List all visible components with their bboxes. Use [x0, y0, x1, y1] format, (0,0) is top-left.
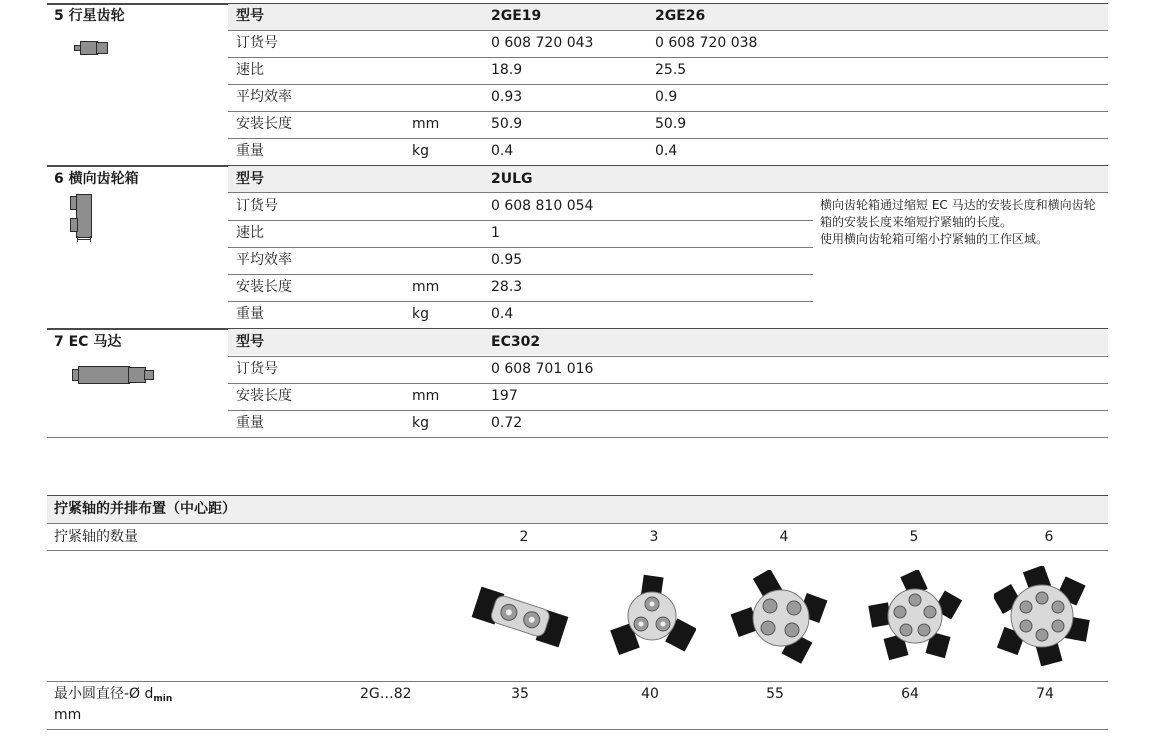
s5-row0-v1: 2GE19: [491, 8, 542, 24]
spindle-count-3: 3: [649, 529, 659, 545]
s5-row4-unit: mm: [412, 116, 440, 132]
s7-row3-unit: kg: [412, 415, 429, 431]
s6-row4-unit: mm: [412, 279, 440, 295]
s6-row3-v1: 0.95: [491, 252, 523, 268]
min-diameter-label-text: 最小圆直径-Ø d: [54, 686, 154, 702]
s5-row1-label: 订货号: [236, 35, 278, 51]
s6-row0-v1: 2ULG: [491, 171, 533, 187]
arrangement-2-photo: [468, 582, 572, 652]
s7-row-divider: [228, 383, 1108, 384]
s7-row2-v1: 197: [491, 388, 518, 404]
arrangement-5-photo: [868, 570, 962, 662]
spindle-count-4: 4: [779, 529, 789, 545]
s6-row-divider: [228, 301, 813, 302]
arrangement-photo-rule: [47, 681, 1108, 682]
s7-row2-label: 安装长度: [236, 388, 292, 404]
angle-gearbox-icon: [70, 194, 94, 246]
arrangement-count-rule: [47, 550, 1108, 551]
s5-row1-v1: 0 608 720 043: [491, 35, 594, 51]
s5-row2-v2: 25.5: [655, 62, 687, 78]
section-6-title: 6 横向齿轮箱: [54, 171, 139, 187]
s5-row5-v2: 0.4: [655, 143, 678, 159]
s7-row0-label: 型号: [236, 334, 264, 350]
section-6-header-bg: [228, 166, 1108, 192]
s5-row2-label: 速比: [236, 62, 264, 78]
s5-row3-label: 平均效率: [236, 89, 292, 105]
s7-row-divider: [228, 410, 1108, 411]
s6-row4-v1: 28.3: [491, 279, 523, 295]
s6-row5-v1: 0.4: [491, 306, 514, 322]
s6-row-divider: [228, 247, 813, 248]
s5-row-divider: [228, 57, 1108, 58]
spindle-count-2: 2: [519, 529, 529, 545]
arrangement-header-rule: [47, 523, 1108, 524]
s5-row1-v2: 0 608 720 038: [655, 35, 758, 51]
min-diameter-6: 74: [1036, 686, 1054, 702]
s6-row0-label: 型号: [236, 171, 264, 187]
planetary-gear-icon: [74, 40, 108, 56]
min-diameter-label: [54, 685, 172, 708]
arrangement-bottom-rule: [47, 729, 1108, 730]
s6-row2-label: 速比: [236, 225, 264, 241]
min-diameter-3: 40: [641, 686, 659, 702]
spindle-count-label: 拧紧轴的数量: [54, 529, 138, 545]
arrangement-title: 拧紧轴的并排布置（中心距）: [54, 501, 236, 517]
min-diameter-unit: mm: [54, 707, 82, 723]
spindle-count-6: 6: [1044, 529, 1054, 545]
s6-row5-label: 重量: [236, 306, 264, 322]
s6-row1-v1: 0 608 810 054: [491, 198, 594, 214]
s6-row3-label: 平均效率: [236, 252, 292, 268]
section-7-bottom-rule: [47, 437, 1108, 438]
min-diameter-2: 35: [511, 686, 529, 702]
s6-row-divider: [228, 274, 813, 275]
s5-row4-label: 安装长度: [236, 116, 292, 132]
s5-row-divider: [228, 84, 1108, 85]
s5-row0-label: 型号: [236, 8, 264, 24]
min-diameter-series: 2G…82: [360, 686, 412, 702]
arrangement-3-photo: [610, 574, 696, 658]
section-7-header-bg: [228, 329, 1108, 355]
s7-row-divider: [228, 356, 1108, 357]
s5-row2-v1: 18.9: [491, 62, 523, 78]
s5-row3-v2: 0.9: [655, 89, 678, 105]
s5-row5-label: 重量: [236, 143, 264, 159]
min-diameter-4: 55: [766, 686, 784, 702]
s7-row0-v1: EC302: [491, 334, 541, 350]
section-5-title: 5 行星齿轮: [54, 8, 125, 24]
s7-row1-label: 订货号: [236, 361, 278, 377]
s5-row0-v2: 2GE26: [655, 8, 706, 24]
s7-row2-unit: mm: [412, 388, 440, 404]
min-diameter-5: 64: [901, 686, 919, 702]
s7-row3-label: 重量: [236, 415, 264, 431]
arrangement-6-photo: [994, 566, 1090, 666]
s6-row4-label: 安装长度: [236, 279, 292, 295]
s7-row3-v1: 0.72: [491, 415, 523, 431]
spindle-count-5: 5: [909, 529, 919, 545]
min-diameter-subscript: min: [153, 694, 173, 704]
section-6-note: 横向齿轮箱通过缩短 EC 马达的安装长度和横向齿轮箱的安装长度来缩短拧紧轴的长度。 使用横向齿轮箱可缩小拧紧轴的工作区域。: [820, 198, 1096, 246]
s5-row-divider: [228, 138, 1108, 139]
s7-row1-v1: 0 608 701 016: [491, 361, 594, 377]
s6-row5-unit: kg: [412, 306, 429, 322]
section-7-title: 7 EC 马达: [54, 334, 122, 350]
s6-row-divider: [228, 220, 813, 221]
s5-row4-v1: 50.9: [491, 116, 523, 132]
s5-row5-unit: kg: [412, 143, 429, 159]
s6-row1-label: 订货号: [236, 198, 278, 214]
s6-row-divider: [228, 192, 1108, 193]
s6-row2-v1: 1: [491, 225, 500, 241]
s5-row5-v1: 0.4: [491, 143, 514, 159]
arrangement-4-photo: [730, 570, 832, 664]
s5-row-divider: [228, 111, 1108, 112]
s5-row4-v2: 50.9: [655, 116, 687, 132]
ec-motor-icon: [72, 366, 158, 386]
s5-row3-v1: 0.93: [491, 89, 523, 105]
s5-row-divider: [228, 30, 1108, 31]
